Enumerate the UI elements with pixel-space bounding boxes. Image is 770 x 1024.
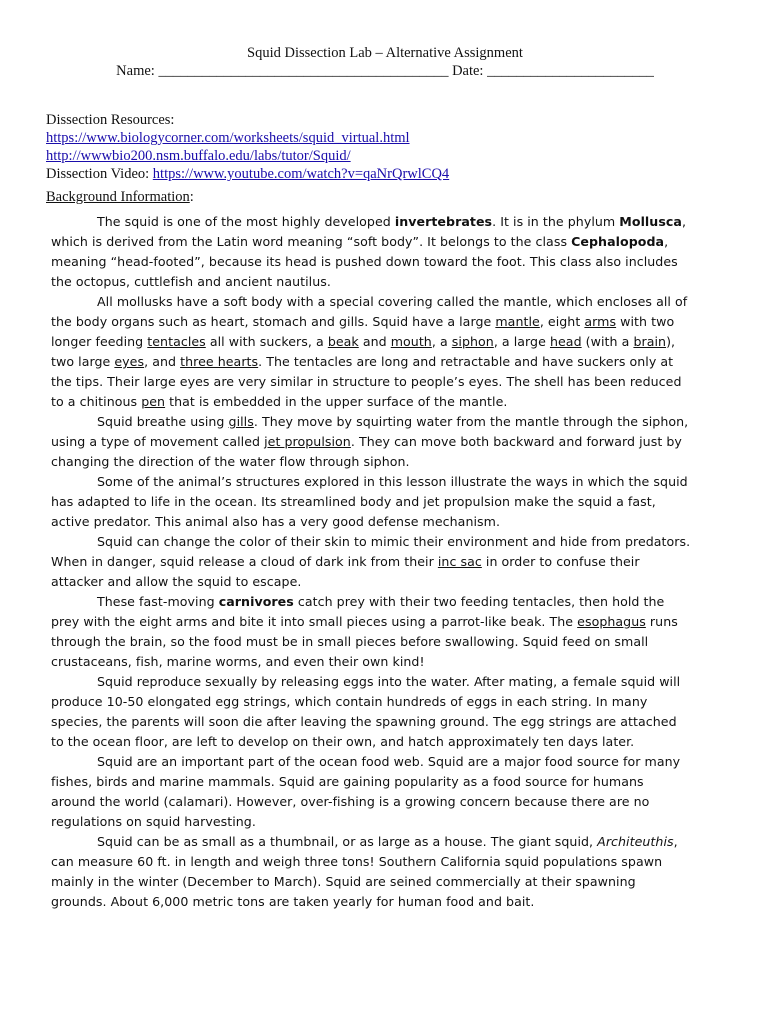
paragraph-6: These fast-moving carnivores catch prey with their two feeding tentacles, then hold the prey with the eight arms and bite it into small pieces using a parrot-like beak. The esophagus runs through the brain, so the food must be in small pieces before swallowing. Squid feed on small crustaceans, fish, marine worms, and even their own kind! <box>51 594 678 669</box>
term-architeuthis: Architeuthis <box>597 834 674 849</box>
term-mouth: mouth <box>390 334 432 349</box>
term-mantle: mantle <box>495 314 540 329</box>
paragraph-7: Squid reproduce sexually by releasing eggs into the water. After mating, a female squid will produce 10-50 elongated egg strings, which contain hundreds of eggs in each string. In many species, the parents will soon die after leaving the spawning ground. The egg strings are attached to the ocean floor, are left to develop on their own, and hatch approximately ten days later. <box>51 674 681 749</box>
name-label: Name: <box>116 63 155 79</box>
term-esophagus: esophagus <box>577 614 646 629</box>
name-date-line <box>0 63 770 80</box>
background-text <box>51 212 691 912</box>
term-arms: arms <box>584 314 617 329</box>
paragraph-2: All mollusks have a soft body with a special covering called the mantle, which encloses all of the body organs such as heart, stomach and gills. Squid have a large mantle, eight arms with two longer feeding tentacles all with suckers, a beak and mouth, a siphon, a large head (with a brain), two large eyes, and three hearts. The tentacles are long and retractable and have suckers only at the tips. Their large eyes are very similar in structure to people’s eyes. The shell has been reduced to a chitinous pen that is embedded in the upper surface of the mantle. <box>51 294 688 409</box>
background-heading-text: Background Information <box>46 189 190 205</box>
term-tentacles: tentacles <box>147 334 206 349</box>
term-beak: beak <box>327 334 359 349</box>
link-buffalo-tutor[interactable]: http://wwwbio200.nsm.buffalo.edu/labs/tutor/Squid/ <box>46 148 351 164</box>
dissection-resources <box>46 111 726 183</box>
video-label: Dissection Video: <box>46 166 150 182</box>
term-eyes: eyes <box>114 354 145 369</box>
background-heading: Background Information: <box>46 189 194 205</box>
date-blank: _______________________ <box>487 63 654 79</box>
term-gills: gills <box>228 414 254 429</box>
paragraph-4: Some of the animal’s structures explored in this lesson illustrate the ways in which the squid has adapted to life in the ocean. Its streamlined body and jet propulsion make the squid a fast, active predator. This animal also has a very good defense mechanism. <box>51 474 688 529</box>
term-siphon: siphon <box>451 334 494 349</box>
term-cephalopoda: Cephalopoda <box>571 234 665 249</box>
link-youtube-video[interactable]: https://www.youtube.com/watch?v=qaNrQrwlCQ4 <box>152 166 450 182</box>
link-biologycorner[interactable]: https://www.biologycorner.com/worksheets/squid_virtual.html <box>46 130 410 146</box>
term-head: head <box>549 334 582 349</box>
term-carnivores: carnivores <box>218 594 294 609</box>
paragraph-8: Squid are an important part of the ocean food web. Squid are a major food source for many fishes, birds and marine mammals. Squid are gaining popularity as a food source for humans around the world (calamari). However, over-fishing is a growing concern because there are no regulations on squid harvesting. <box>51 754 681 829</box>
term-invertebrates: invertebrates <box>394 214 493 229</box>
paragraph-3: Squid breathe using gills. They move by squirting water from the mantle through the siphon, using a type of movement called jet propulsion. They can move both backward and forward just by changing the direction of the water flow through siphon. <box>51 414 689 469</box>
term-pen: pen <box>141 394 166 409</box>
term-mollusca: Mollusca <box>619 214 682 229</box>
paragraph-1: The squid is one of the most highly developed invertebrates. It is in the phylum Mollusca, which is derived from the Latin word meaning “soft body”. It belongs to the class Cephalopoda, meaning “head-footed”, because its head is pushed down toward the foot. This class also includes the octopus, cuttlefish and ancient nautilus. <box>51 214 686 289</box>
term-three-hearts: three hearts <box>180 354 259 369</box>
resources-heading: Dissection Resources: <box>46 112 175 128</box>
term-inc-sac: inc sac <box>437 554 482 569</box>
date-label: Date: <box>452 63 484 79</box>
paragraph-9: Squid can be as small as a thumbnail, or as large as a house. The giant squid, Architeuthis, can measure 60 ft. in length and weigh three tons! Southern California squid populations spawn mainly in the winter (December to March). Squid are seined commercially at their spawning grounds. About 6,000 metric tons are taken yearly for human food and bait. <box>51 834 678 909</box>
paragraph-5: Squid can change the color of their skin to mimic their environment and hide from predators. When in danger, squid release a cloud of dark ink from their inc sac in order to confuse their attacker and allow the squid to escape. <box>51 534 691 589</box>
term-brain: brain <box>633 334 667 349</box>
page-title: Squid Dissection Lab – Alternative Assignment <box>247 45 523 61</box>
term-jet-propulsion: jet propulsion <box>264 434 351 449</box>
name-blank: ________________________________________ <box>158 63 449 79</box>
